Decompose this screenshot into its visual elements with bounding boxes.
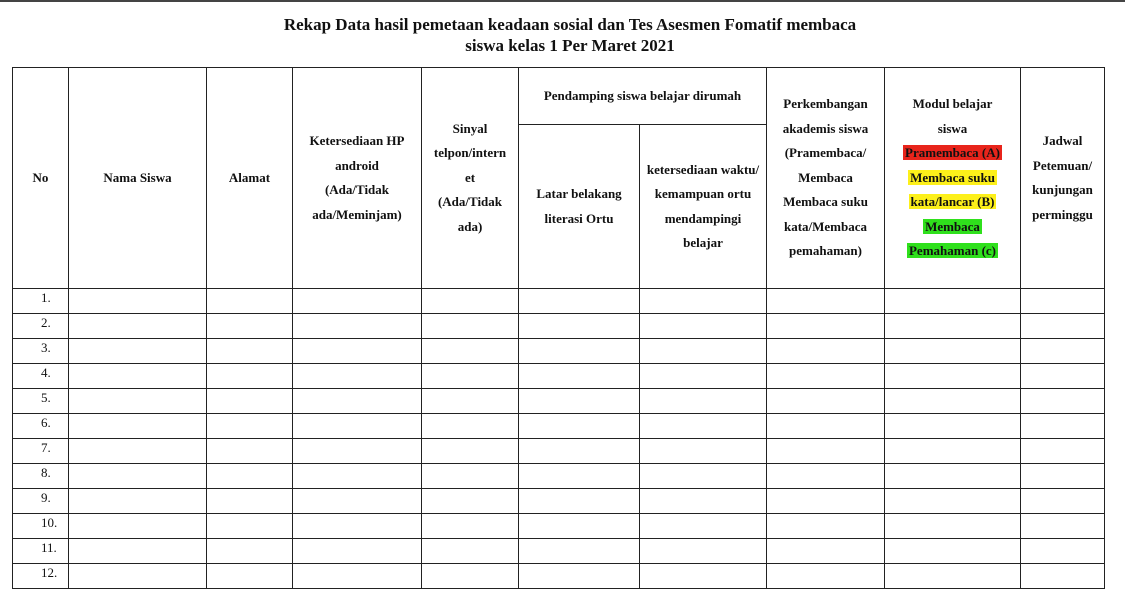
header-waktu-line: kemampuan ortu <box>654 186 752 201</box>
empty-cell <box>207 389 293 414</box>
empty-cell <box>640 389 767 414</box>
empty-cell <box>69 414 207 439</box>
empty-cell <box>885 464 1021 489</box>
empty-cell <box>293 564 422 589</box>
empty-cell <box>640 364 767 389</box>
document-title <box>0 14 1125 56</box>
header-jadwal-line: Petemuan/ <box>1032 157 1093 173</box>
header-sinyal-line: ada) <box>457 218 483 234</box>
header-hp-line: ada/Meminjam) <box>312 206 402 222</box>
empty-cell <box>422 364 519 389</box>
title-line-2: siswa kelas 1 Per Maret 2021 <box>465 36 675 55</box>
empty-cell <box>422 539 519 564</box>
header-ketersediaan-waktu <box>640 125 767 289</box>
header-sinyal-line: (Ada/Tidak <box>437 194 503 210</box>
empty-cell <box>767 314 885 339</box>
empty-cell <box>1021 414 1105 439</box>
empty-cell <box>1021 364 1105 389</box>
empty-cell <box>422 414 519 439</box>
empty-cell <box>422 314 519 339</box>
header-perkembangan-line: akademis siswa <box>782 120 869 136</box>
empty-cell <box>640 314 767 339</box>
table-row <box>13 339 1105 364</box>
table-row <box>13 414 1105 439</box>
empty-cell <box>207 464 293 489</box>
empty-cell <box>519 489 640 514</box>
empty-cell <box>1021 439 1105 464</box>
empty-cell <box>640 514 767 539</box>
empty-cell <box>207 339 293 364</box>
empty-cell <box>422 289 519 314</box>
empty-cell <box>885 514 1021 539</box>
empty-cell <box>640 414 767 439</box>
row-number: 8. <box>13 464 69 489</box>
empty-cell <box>519 514 640 539</box>
modul-c-highlight-line2: Pemahaman (c) <box>908 243 996 259</box>
header-modul-belajar <box>885 68 1021 289</box>
table-row <box>13 539 1105 564</box>
row-number: 9. <box>13 489 69 514</box>
empty-cell <box>519 464 640 489</box>
header-pendamping: Pendamping siswa belajar dirumah <box>519 68 767 125</box>
empty-cell <box>767 539 885 564</box>
table-row <box>13 389 1105 414</box>
empty-cell <box>422 339 519 364</box>
empty-cell <box>69 489 207 514</box>
empty-cell <box>519 439 640 464</box>
empty-cell <box>640 339 767 364</box>
empty-cell <box>293 314 422 339</box>
empty-cell <box>885 339 1021 364</box>
empty-cell <box>1021 389 1105 414</box>
header-no: No <box>13 68 69 289</box>
empty-cell <box>69 289 207 314</box>
table-row <box>13 489 1105 514</box>
table-row <box>13 314 1105 339</box>
empty-cell <box>767 489 885 514</box>
header-jadwal-line: kunjungan <box>1032 182 1093 197</box>
empty-cell <box>1021 539 1105 564</box>
empty-cell <box>69 514 207 539</box>
empty-cell <box>69 389 207 414</box>
header-row-top <box>13 68 1105 125</box>
empty-cell <box>422 464 519 489</box>
empty-cell <box>422 564 519 589</box>
title-line-1: Rekap Data hasil pemetaan keadaan sosial dan Tes Asesmen Fomatif membaca <box>283 15 857 34</box>
header-waktu-line: ketersediaan waktu/ <box>646 161 760 177</box>
table-row <box>13 564 1105 589</box>
empty-cell <box>293 464 422 489</box>
empty-cell <box>422 389 519 414</box>
header-hp-line: (Ada/Tidak <box>324 182 390 197</box>
empty-cell <box>885 414 1021 439</box>
empty-cell <box>885 389 1021 414</box>
empty-cell <box>69 539 207 564</box>
empty-cell <box>69 439 207 464</box>
header-jadwal-line: perminggu <box>1032 206 1093 222</box>
header-ketersediaan-hp <box>293 68 422 289</box>
header-latar-belakang <box>519 125 640 289</box>
empty-cell <box>1021 489 1105 514</box>
empty-cell <box>767 514 885 539</box>
modul-c-highlight-line1: Membaca <box>925 218 980 234</box>
header-alamat: Alamat <box>207 68 293 289</box>
empty-cell <box>519 339 640 364</box>
modul-a-highlight: Pramembaca (A) <box>905 145 1000 161</box>
empty-cell <box>519 289 640 314</box>
row-number: 12. <box>13 564 69 589</box>
empty-cell <box>767 564 885 589</box>
header-waktu-line: belajar <box>683 235 723 250</box>
empty-cell <box>293 339 422 364</box>
table-row <box>13 464 1105 489</box>
empty-cell <box>640 289 767 314</box>
empty-cell <box>293 514 422 539</box>
empty-cell <box>207 414 293 439</box>
header-sinyal-line: Sinyal <box>452 120 488 136</box>
top-border-line <box>0 0 1125 2</box>
empty-cell <box>422 514 519 539</box>
header-jadwal-line: Jadwal <box>1042 133 1083 148</box>
empty-cell <box>885 564 1021 589</box>
empty-cell <box>885 289 1021 314</box>
empty-cell <box>293 489 422 514</box>
header-sinyal-line: et <box>464 169 476 185</box>
empty-cell <box>885 439 1021 464</box>
header-perkembangan-line: pemahaman) <box>789 243 862 259</box>
empty-cell <box>1021 339 1105 364</box>
empty-cell <box>1021 514 1105 539</box>
empty-cell <box>1021 314 1105 339</box>
empty-cell <box>767 389 885 414</box>
empty-cell <box>293 414 422 439</box>
empty-cell <box>1021 564 1105 589</box>
empty-cell <box>1021 464 1105 489</box>
header-sinyal <box>422 68 519 289</box>
empty-cell <box>640 489 767 514</box>
empty-cell <box>207 564 293 589</box>
header-nama-siswa: Nama Siswa <box>69 68 207 289</box>
empty-cell <box>293 439 422 464</box>
empty-cell <box>640 439 767 464</box>
empty-cell <box>885 364 1021 389</box>
header-latar-line: literasi Ortu <box>544 210 614 226</box>
empty-cell <box>767 289 885 314</box>
table-row <box>13 439 1105 464</box>
empty-cell <box>422 439 519 464</box>
header-hp-line: android <box>335 157 379 173</box>
row-number: 7. <box>13 439 69 464</box>
modul-b-highlight-line1: Membaca suku <box>910 169 995 185</box>
header-latar-line: Latar belakang <box>536 186 622 201</box>
header-modul-line: siswa <box>937 120 968 136</box>
row-number: 6. <box>13 414 69 439</box>
empty-cell <box>293 539 422 564</box>
header-sinyal-line: telpon/intern <box>433 145 507 161</box>
empty-cell <box>767 439 885 464</box>
empty-cell <box>767 464 885 489</box>
empty-cell <box>519 389 640 414</box>
empty-cell <box>69 364 207 389</box>
empty-cell <box>885 314 1021 339</box>
header-waktu-line: mendampingi <box>664 210 742 226</box>
header-perkembangan-line: Perkembangan <box>783 96 868 112</box>
table-row <box>13 364 1105 389</box>
header-perkembangan-line: kata/Membaca <box>783 218 868 234</box>
empty-cell <box>207 539 293 564</box>
row-number: 10. <box>13 514 69 539</box>
empty-cell <box>519 314 640 339</box>
row-number: 11. <box>13 539 69 564</box>
empty-cell <box>885 539 1021 564</box>
row-number: 5. <box>13 389 69 414</box>
row-number: 1. <box>13 289 69 314</box>
empty-cell <box>1021 289 1105 314</box>
empty-cell <box>640 464 767 489</box>
empty-cell <box>422 489 519 514</box>
empty-cell <box>519 414 640 439</box>
header-perkembangan-line: Membaca suku <box>783 194 868 210</box>
empty-cell <box>885 489 1021 514</box>
empty-cell <box>519 564 640 589</box>
header-hp-line: Ketersediaan HP <box>309 133 405 148</box>
empty-cell <box>69 464 207 489</box>
modul-b-highlight-line2: kata/lancar (B) <box>910 194 995 210</box>
empty-cell <box>207 289 293 314</box>
empty-cell <box>767 339 885 364</box>
empty-cell <box>293 289 422 314</box>
empty-cell <box>767 364 885 389</box>
empty-cell <box>207 489 293 514</box>
table-row <box>13 289 1105 314</box>
empty-cell <box>207 439 293 464</box>
empty-cell <box>293 389 422 414</box>
recap-table <box>12 67 1105 589</box>
empty-cell <box>519 539 640 564</box>
empty-cell <box>69 339 207 364</box>
header-jadwal <box>1021 68 1105 289</box>
header-perkembangan-line: (Pramembaca/ <box>784 145 867 161</box>
table-row <box>13 514 1105 539</box>
row-number: 4. <box>13 364 69 389</box>
empty-cell <box>207 314 293 339</box>
empty-cell <box>293 364 422 389</box>
empty-cell <box>640 539 767 564</box>
empty-cell <box>207 364 293 389</box>
row-number: 2. <box>13 314 69 339</box>
empty-cell <box>69 564 207 589</box>
header-modul-line: Modul belajar <box>912 96 993 112</box>
empty-cell <box>767 414 885 439</box>
header-perkembangan <box>767 68 885 289</box>
empty-cell <box>640 564 767 589</box>
empty-cell <box>519 364 640 389</box>
table-body <box>13 289 1105 589</box>
empty-cell <box>69 314 207 339</box>
empty-cell <box>207 514 293 539</box>
header-perkembangan-line: Membaca <box>798 169 853 185</box>
row-number: 3. <box>13 339 69 364</box>
